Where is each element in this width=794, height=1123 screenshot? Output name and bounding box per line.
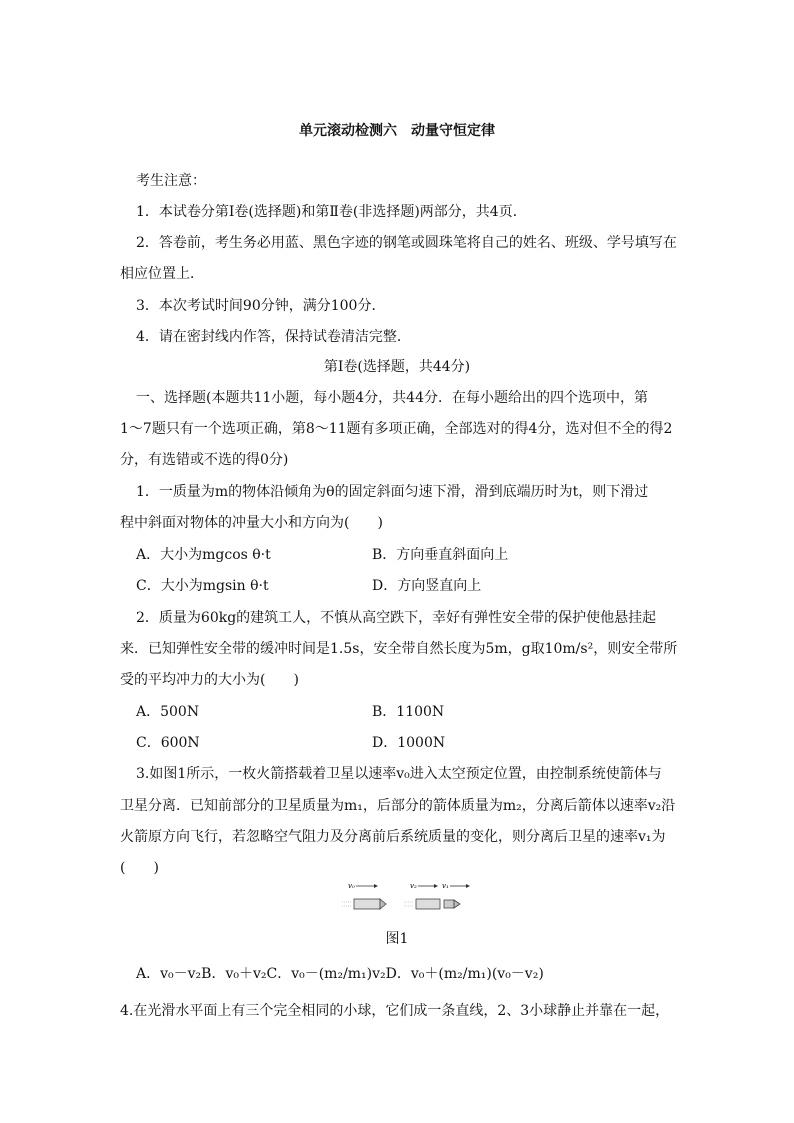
- rocket-figure: [340, 880, 470, 920]
- rocket-body-icon: [342, 899, 386, 909]
- fig-label-v0: v₀: [348, 882, 355, 890]
- satellite-icon: [444, 900, 460, 908]
- fig-label-v1: v₁: [442, 882, 449, 890]
- question-1-stem: 程中斜面对物体的冲量大小和方向为( ): [120, 515, 383, 531]
- question-2-stem: 受的平均冲力的大小为( ): [120, 672, 299, 688]
- question-1-stem: 1．一质量为m的物体沿倾角为θ的固定斜面匀速下滑，滑到底端历时为t，则下滑过: [136, 484, 649, 500]
- q1-option-d: D．方向竖直向上: [372, 578, 482, 594]
- figure-caption: 图1: [385, 931, 409, 947]
- fig-label-v2: v₂: [410, 882, 417, 890]
- arrow-head-icon: [466, 884, 470, 888]
- q2-option-a: A．500N: [136, 704, 200, 720]
- section-header: 第Ⅰ卷(选择题，共44分): [323, 359, 471, 375]
- q1-option-b: B．方向垂直斜面向上: [372, 547, 509, 563]
- arrow-head-icon: [374, 884, 378, 888]
- question-2-stem: 2．质量为60kg的建筑工人，不慎从高空跌下，幸好有弹性安全带的保护使他悬挂起: [136, 610, 657, 626]
- question-4-stem: 4.在光滑水平面上有三个完全相同的小球，它们成一条直线，2、3小球静止并靠在一起，: [120, 1003, 670, 1019]
- notice-item: 3．本次考试时间90分钟，满分100分．: [136, 298, 386, 314]
- notice-heading: 考生注意：: [136, 173, 206, 189]
- separated-rocket-icon: [404, 899, 440, 909]
- question-2-stem: 来．已知弹性安全带的缓冲时间是1.5s，安全带自然长度为5m，g取10m/s²，则安全带所: [120, 641, 678, 657]
- notice-item: 4．请在密封线内作答，保持试卷清洁完整．: [136, 329, 411, 345]
- notice-item: 1．本试卷分第Ⅰ卷(选择题)和第Ⅱ卷(非选择题)两部分，共4页．: [136, 204, 527, 220]
- q2-option-c: C．600N: [136, 735, 200, 751]
- q1-option-c: C．大小为mgsin θ·t: [136, 578, 269, 594]
- question-3-stem: 3.如图1所示，一枚火箭搭载着卫星以速率v₀进入太空预定位置，由控制系统使箭体与: [136, 766, 662, 782]
- question-3-stem: 卫星分离．已知前部分的卫星质量为m₁，后部分的箭体质量为m₂，分离后箭体以速率v₂沿: [120, 798, 676, 814]
- arrow-head-icon: [434, 884, 438, 888]
- notice-item: 2．答卷前，考生务必用蓝、黑色字迹的钢笔或圆珠笔将自己的姓名、班级、学号填写在: [136, 235, 677, 251]
- page-title: 单元滚动检测六 动量守恒定律: [299, 123, 495, 139]
- notice-item: 相应位置上．: [120, 266, 204, 282]
- section-intro: 1～7题只有一个选项正确，第8～11题有多项正确，全部选对的得4分，选对但不全的得2: [120, 421, 673, 437]
- section-intro: 分，有选错或不选的得0分): [120, 452, 289, 468]
- question-3-stem: 火箭原方向飞行，若忽略空气阻力及分离前后系统质量的变化，则分离后卫星的速率v₁为: [120, 829, 666, 845]
- q3-options: A．v₀－v₂B．v₀＋v₂C．v₀－(m₂/m₁)v₂D．v₀＋(m₂/m₁)(v₀－v₂): [136, 966, 544, 982]
- q2-option-b: B．1100N: [372, 704, 445, 720]
- q1-option-a: A．大小为mgcos θ·t: [136, 547, 271, 563]
- question-3-stem: ( ): [120, 860, 159, 876]
- q2-option-d: D．1000N: [372, 735, 446, 751]
- section-intro: 一、选择题(本题共11小题，每小题4分，共44分．在每小题给出的四个选项中，第: [136, 390, 648, 406]
